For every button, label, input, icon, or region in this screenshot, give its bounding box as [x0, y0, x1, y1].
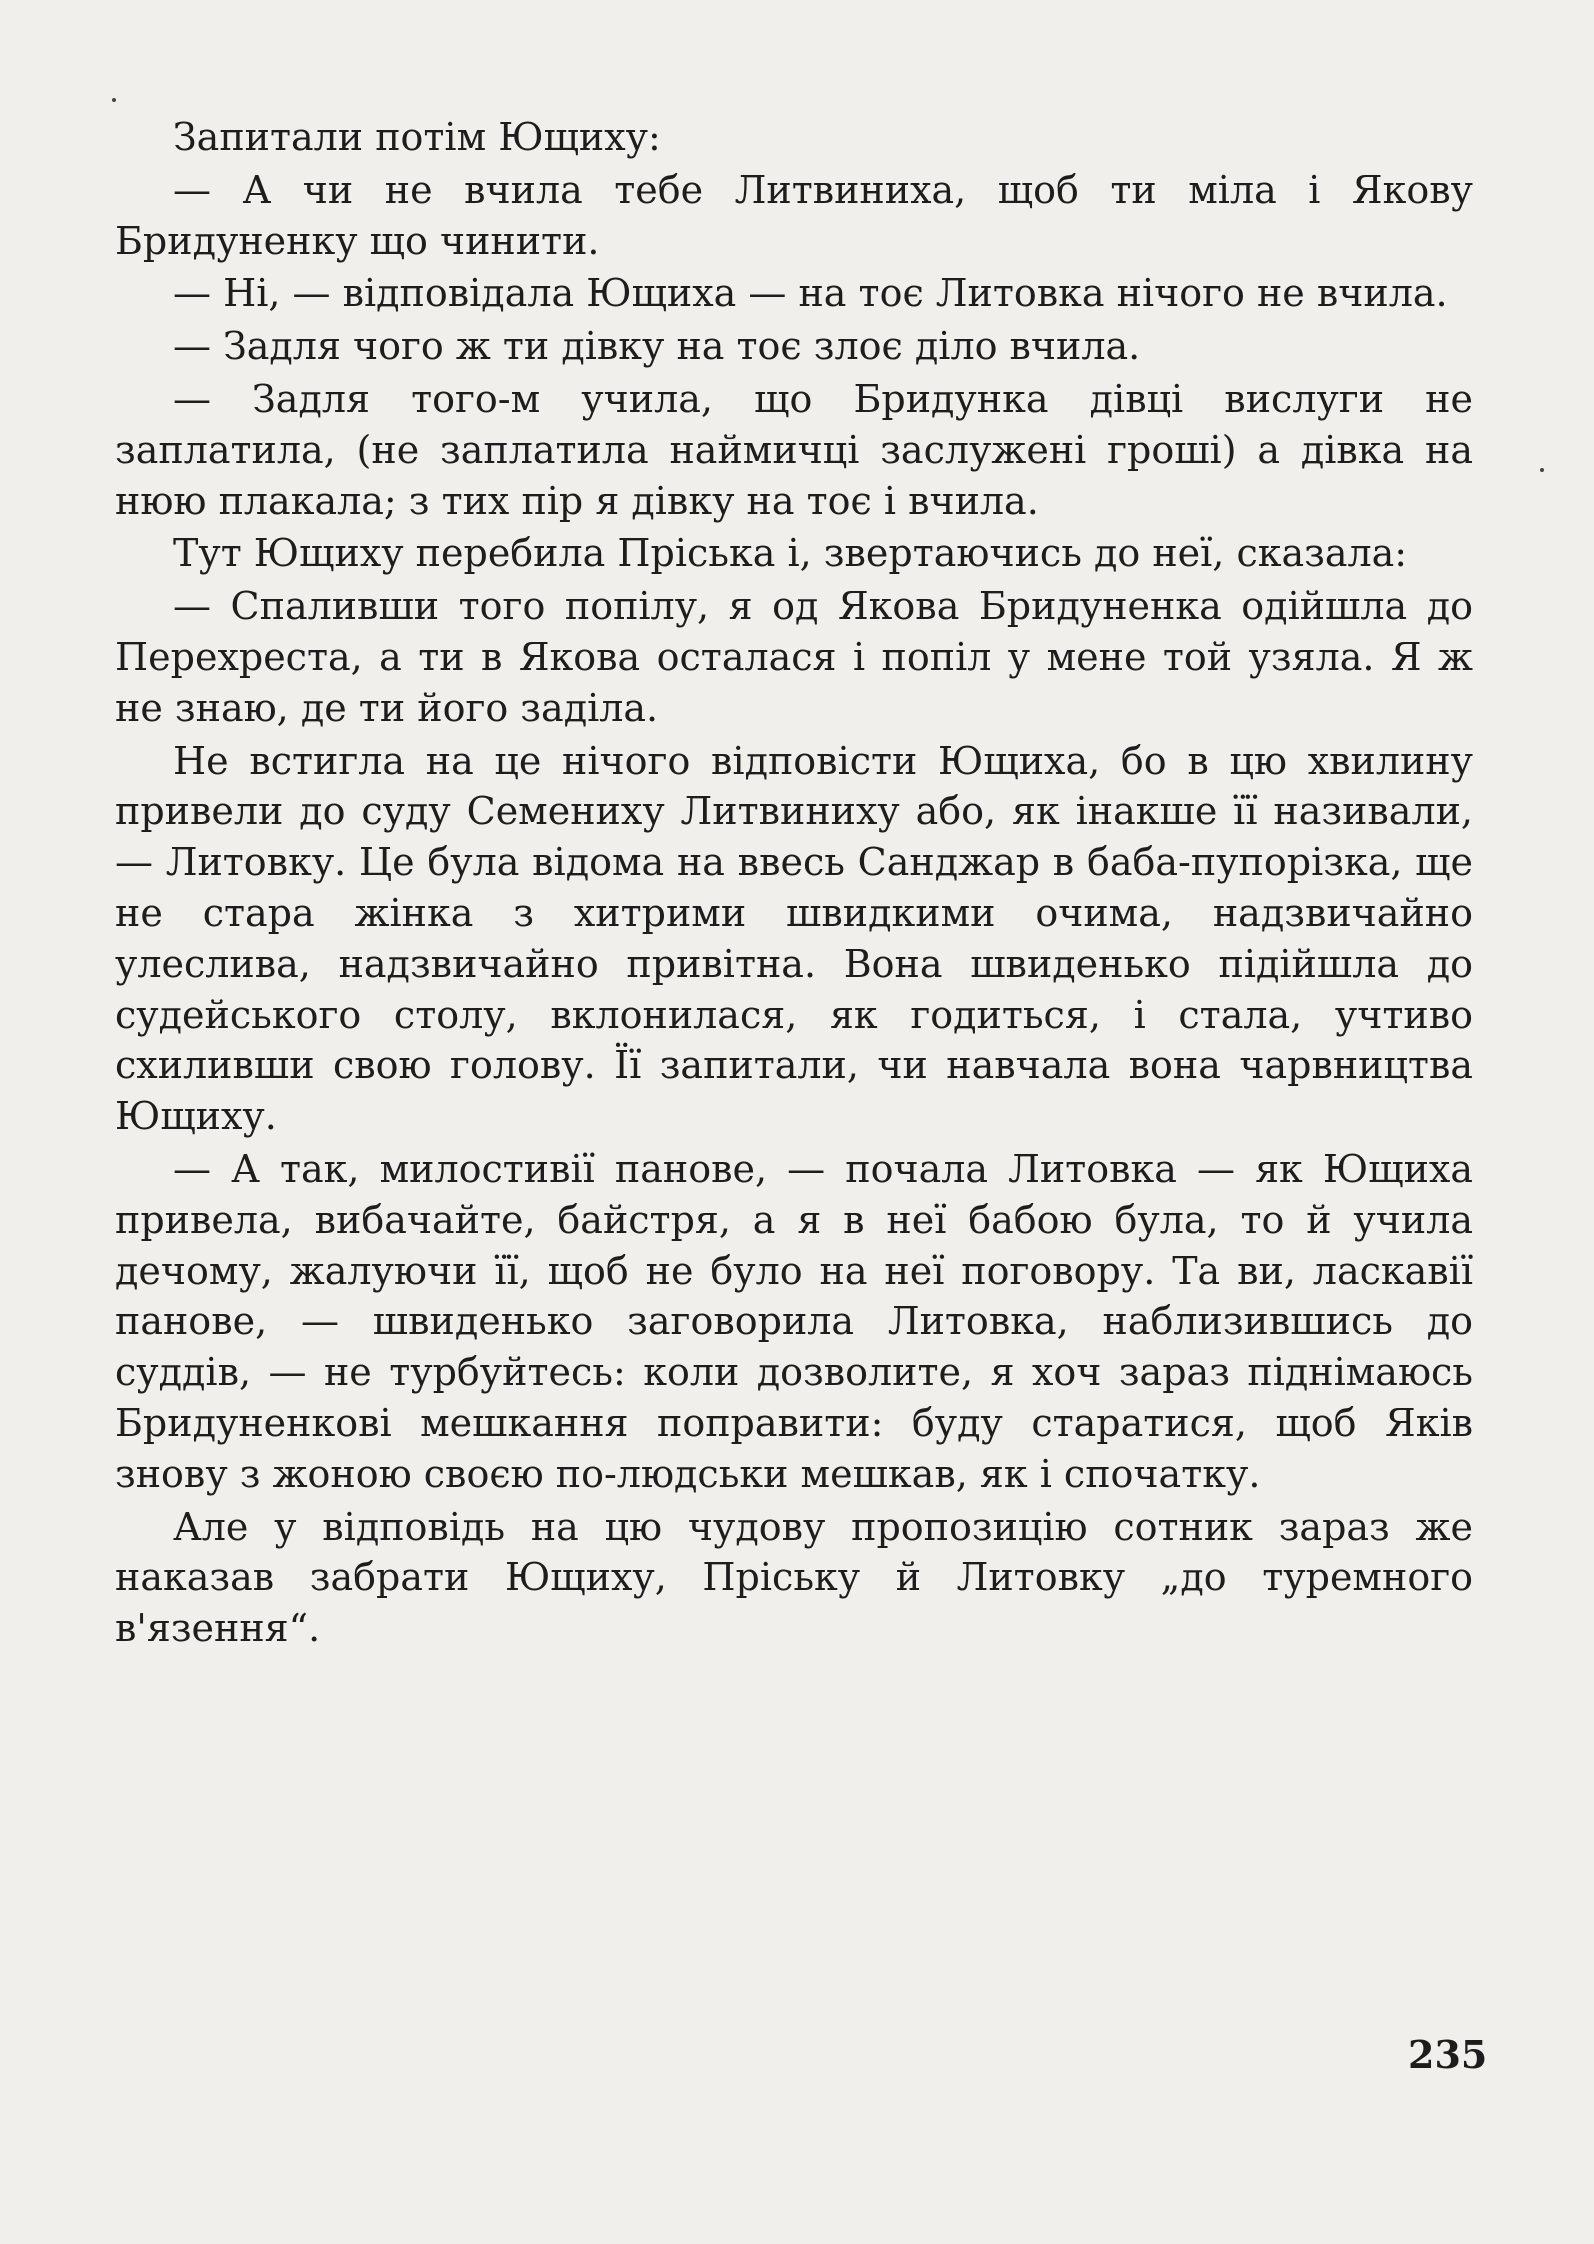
paragraph: — Ні, — відповідала Ющиха — на тоє Литовка нічого не вчила.: [173, 271, 1448, 316]
paragraph: Не встигла на це нічого відповісти Ющиха, бо в цю хвилину привели до суду Семениху Литвиниху або, як інакше її називали, — Литовку. Це була відома на ввесь Санджар в баба-пупорізка, ще не стара жінка з хитрими швидкими очима, надзвичайно улеслива, надзвичайно привітна. Вона швиденько підійшла до судейського столу, вклонилася, як годиться, і стала, учтиво схиливши свою голову. Її запитали, чи навчала вона чарвництва Ющиху.: [115, 738, 1473, 1139]
paragraph: Тут Ющиху перебила Пріська і, звертаючись до неї, сказала:: [173, 531, 1408, 576]
paragraph: — Задля чого ж ти дівку на тоє злоє діло вчила.: [173, 324, 1141, 369]
paragraph: — Спаливши того попілу, я од Якова Бридуненка одійшла до Перехреста, а ти в Якова осталася і попіл у мене той узяла. Я ж не знаю, де ти його заділа.: [115, 584, 1473, 730]
paragraph: Але у відповідь на цю чудову пропозицію сотник зараз же наказав забрати Ющиху, Пріську й Литовку „до туремного в'язення“.: [115, 1504, 1473, 1651]
print-speck: [1540, 468, 1544, 472]
paragraph: Запитали потім Ющиху:: [173, 115, 661, 159]
paragraph: — Задля того-м учила, що Бридунка дівці вислуги не заплатила, (не заплатила наймичці заслужені гроші) а дівка на нюю плакала; з тих пір я дівку на тоє і вчила.: [115, 376, 1473, 523]
body-text: [115, 112, 1473, 1654]
print-speck: [112, 98, 116, 102]
paragraph: — А так, милостивії панове, — почала Литовка — як Ющиха привела, вибачайте, байстря, а я в неї бабою була, то й учила дечому, жалуючи її, щоб не було на неї поговору. Та ви, ласкавії панове, — швиденько заговорила Литовка, наблизившись до суддів, — не турбуйтесь: коли дозволите, я хоч зараз піднімаюсь Бридуненкові мешкання поправити: буду старатися, щоб Яків знову з жоною своєю по-людськи мешкав, як і спочатку.: [115, 1146, 1473, 1496]
paragraph: — А чи не вчила тебе Литвиниха, щоб ти міла і Якову Бридуненку що чинити.: [115, 167, 1473, 263]
page-number: 235: [1408, 2032, 1488, 2077]
